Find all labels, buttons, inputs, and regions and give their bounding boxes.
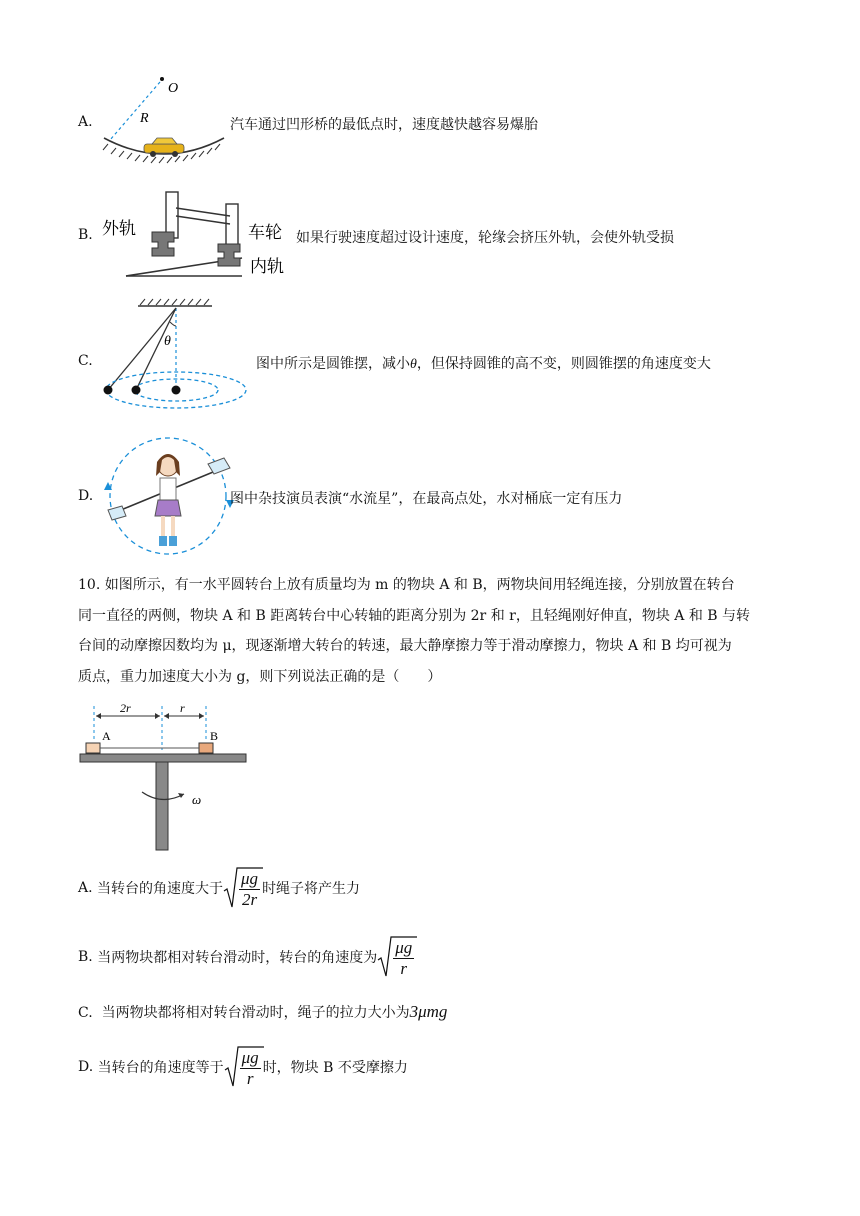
sqrt-sign-a bbox=[223, 867, 263, 909]
question-line-1 bbox=[78, 570, 778, 601]
question-line-1-text: 如图所示，有一水平圆转台上放有质量均为 m 的物块 A 和 B，两物块间用轻绳连接，分别放置在转台 bbox=[104, 577, 735, 593]
answer-a bbox=[78, 868, 360, 908]
radius-line bbox=[110, 82, 160, 140]
theta-arc bbox=[170, 322, 176, 326]
dim-2r-label: 2r bbox=[120, 701, 131, 715]
option-c-text-before: 图中所示是圆锥摆，减小 bbox=[256, 356, 410, 372]
turntable-shaft bbox=[156, 762, 168, 850]
outer-rail-label: 外轨 bbox=[102, 219, 136, 239]
answer-d-letter: D. bbox=[78, 1059, 94, 1075]
frac-a-num: μg bbox=[241, 869, 259, 888]
bucket-left bbox=[108, 506, 126, 520]
answer-c-before: 当两物块都将相对转台滑动时，绳子的拉力大小为 bbox=[101, 1005, 410, 1021]
option-c-text bbox=[256, 353, 711, 373]
frac-d-den: r bbox=[246, 1069, 254, 1088]
question-10-text bbox=[78, 570, 778, 692]
answer-c-letter: C. bbox=[78, 1005, 93, 1021]
r-label: R bbox=[140, 111, 149, 126]
block-a-label: A bbox=[102, 729, 111, 743]
answer-b bbox=[78, 937, 416, 977]
answer-d-after: 时，物块 B 不受摩擦力 bbox=[262, 1060, 408, 1076]
answer-d bbox=[78, 1047, 408, 1087]
option-c-theta: θ bbox=[410, 357, 417, 372]
bob-inner bbox=[132, 386, 141, 395]
sqrt-sign-d bbox=[224, 1046, 264, 1088]
sqrt-sign-b bbox=[377, 936, 417, 978]
question-line-4: 质点，重力加速度大小为 g，则下列说法正确的是（ ） bbox=[78, 668, 442, 685]
frac-d-num: μg bbox=[241, 1048, 259, 1067]
water-meteor-figure bbox=[100, 432, 236, 558]
block-a bbox=[86, 743, 100, 753]
answer-a-letter: A. bbox=[78, 880, 93, 896]
sqrt-b bbox=[377, 936, 416, 978]
rotation-arrow bbox=[178, 793, 184, 798]
option-b-letter: B. bbox=[78, 227, 93, 243]
answer-c bbox=[78, 1002, 447, 1022]
option-c-text-after: ，但保持圆锥的高不变，则圆锥摆的角速度变大 bbox=[416, 356, 711, 372]
theta-label: θ bbox=[164, 334, 171, 349]
block-b bbox=[199, 743, 213, 753]
option-b-text: 如果行驶速度超过设计速度，轮缘会挤压外轨，会使外轨受损 bbox=[296, 230, 674, 246]
block-b-label: B bbox=[210, 729, 219, 743]
rail-figure bbox=[100, 186, 296, 282]
omega-label: ω bbox=[192, 792, 202, 807]
answer-b-before: 当两物块都相对转台滑动时，转台的角速度为 bbox=[97, 950, 378, 966]
sqrt-a bbox=[223, 867, 262, 909]
sqrt-d bbox=[224, 1046, 263, 1088]
question-line-3: 台间的动摩擦因数均为 μ，现逐渐增大转台的转速，最大静摩擦力等于滑动摩擦力，物块 A 和 B 均可视为 bbox=[78, 638, 732, 654]
dim-r-label: r bbox=[180, 701, 185, 715]
option-c-letter: C. bbox=[78, 353, 93, 369]
option-a-letter: A. bbox=[78, 114, 93, 130]
question-number: 10. bbox=[78, 577, 101, 593]
performer-icon bbox=[155, 454, 181, 546]
answer-c-expr: 3μmg bbox=[409, 1002, 448, 1021]
bob-outer bbox=[104, 386, 113, 395]
frac-b-den: r bbox=[400, 959, 408, 978]
ceiling-hatch bbox=[140, 299, 209, 305]
frac-a-den: 2r bbox=[241, 890, 258, 909]
concave-bridge-figure bbox=[100, 72, 232, 164]
train-axle bbox=[152, 192, 240, 266]
wheel-label: 车轮 bbox=[248, 223, 282, 243]
frac-b-num: μg bbox=[395, 938, 413, 957]
conical-pendulum-figure bbox=[100, 296, 256, 412]
option-a-text: 汽车通过凹形桥的最低点时，速度越快越容易爆胎 bbox=[230, 117, 538, 133]
option-d-text: 图中杂技演员表演“水流星”，在最高点处，水对桶底一定有压力 bbox=[230, 491, 623, 507]
bucket-right bbox=[208, 458, 230, 474]
inner-rail-label: 内轨 bbox=[250, 257, 284, 277]
o-label: O bbox=[168, 81, 179, 96]
answer-a-after: 时绳子将产生力 bbox=[262, 881, 361, 897]
answer-a-before: 当转台的角速度大于 bbox=[97, 881, 224, 897]
question-line-2: 同一直径的两侧，物块 A 和 B 距离转台中心转轴的距离分别为 2r 和 r，且轻绳刚好伸直，物块 A 和 B 与转 bbox=[78, 607, 751, 624]
turntable-disk bbox=[80, 754, 246, 762]
center-point-o bbox=[160, 77, 164, 81]
turntable-figure bbox=[78, 700, 250, 852]
option-d-letter: D. bbox=[78, 488, 94, 504]
answer-b-letter: B. bbox=[78, 949, 93, 965]
answer-d-before: 当转台的角速度等于 bbox=[97, 1060, 224, 1076]
bob-center bbox=[172, 386, 181, 395]
